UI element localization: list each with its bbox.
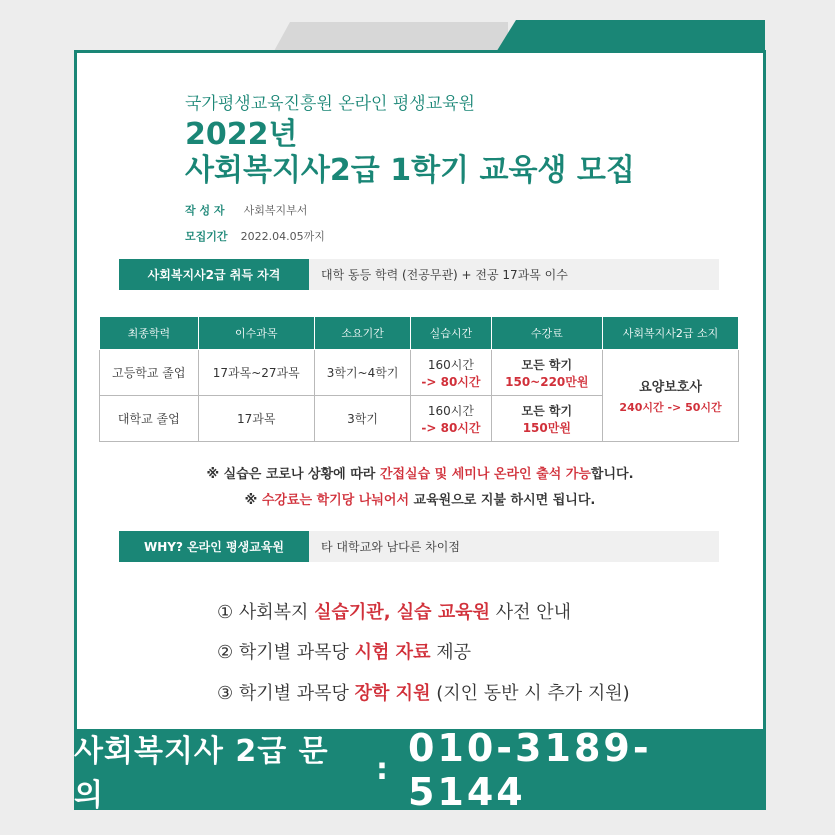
note-fee xyxy=(77,489,763,508)
why-item-highlight: 장학 지원 xyxy=(354,683,431,704)
contact-colon: : xyxy=(375,752,388,787)
cell-courses: 17과목~27과목 xyxy=(198,350,314,396)
why-item-text: ② 학기별 과목당 xyxy=(217,642,355,663)
why-item-text: (지인 동반 시 추가 지원) xyxy=(430,683,630,704)
practice-reduced: -> 80시간 xyxy=(421,374,481,389)
note-highlight: 간접실습 및 세미나 온라인 출석 가능 xyxy=(379,467,591,482)
qualification-value: 대학 동등 학력 (전공무관) + 전공 17과목 이수 xyxy=(309,259,719,290)
holder-title: 요양보호사 xyxy=(639,380,702,395)
why-item-text: ① 사회복지 xyxy=(217,602,315,623)
table-row xyxy=(100,350,739,396)
th-practice: 실습시간 xyxy=(411,317,491,350)
period-value: 2022.04.05까지 xyxy=(240,230,325,243)
institution-subtitle: 국가평생교육진흥원 온라인 평생교육원 xyxy=(185,94,475,114)
cell-duration: 3학기~4학기 xyxy=(314,350,410,396)
note-text: 합니다. xyxy=(590,467,634,482)
cell-fee xyxy=(491,350,603,396)
why-item xyxy=(217,638,471,664)
period-label: 모집기간 xyxy=(185,230,228,243)
why-item xyxy=(217,598,571,624)
th-courses: 이수과목 xyxy=(198,317,314,350)
practice-hours: 160시간 xyxy=(427,403,474,418)
contact-phone[interactable]: 010-3189-5144 xyxy=(407,725,652,814)
title-main: 사회복지사2급 1학기 교육생 모집 xyxy=(185,153,635,188)
note-text: 교육원으로 지불 하시면 됩니다. xyxy=(409,493,596,508)
why-item xyxy=(217,679,630,705)
th-duration: 소요기간 xyxy=(314,317,410,350)
fee-amount: 150만원 xyxy=(522,420,571,435)
cell-practice xyxy=(411,350,491,396)
author-value: 사회복지부서 xyxy=(243,204,308,217)
cell-education: 고등학교 졸업 xyxy=(100,350,199,396)
why-value: 타 대학교와 남다른 차이점 xyxy=(309,531,719,562)
why-item-text: ③ 학기별 과목당 xyxy=(217,683,355,704)
why-item-highlight: 실습기관, 실습 교육원 xyxy=(314,602,491,623)
meta-author xyxy=(185,199,307,218)
meta-period xyxy=(185,225,325,244)
cell-education: 대학교 졸업 xyxy=(100,396,199,442)
why-item-text: 사전 안내 xyxy=(490,602,572,623)
note-practice xyxy=(77,463,763,482)
holder-hours: 240시간 -> 50시간 xyxy=(619,401,722,414)
note-text: ※ xyxy=(244,493,262,508)
author-label: 작 성 자 xyxy=(185,204,225,217)
fee-scope: 모든 학기 xyxy=(521,357,573,372)
contact-label: 사회복지사 2급 문의 xyxy=(74,733,329,813)
note-highlight: 수강료는 학기당 나눠어서 xyxy=(261,493,410,508)
fee-amount: 150~220만원 xyxy=(505,374,589,389)
title-year: 2022년 xyxy=(185,117,298,152)
qualification-label: 사회복지사2급 취득 자격 xyxy=(119,259,309,290)
practice-hours: 160시간 xyxy=(427,357,474,372)
cell-fee xyxy=(491,396,603,442)
th-fee: 수강료 xyxy=(491,317,603,350)
cell-duration: 3학기 xyxy=(314,396,410,442)
why-label: WHY? 온라인 평생교육원 xyxy=(119,531,309,562)
contact-banner xyxy=(74,725,766,814)
th-education: 최종학력 xyxy=(100,317,199,350)
recruitment-card xyxy=(74,50,766,733)
th-holder: 사회복지사2급 소지 xyxy=(603,317,739,350)
note-text: ※ 실습은 코로나 상황에 따라 xyxy=(206,467,380,482)
page-title xyxy=(185,117,635,189)
why-item-highlight: 시험 자료 xyxy=(354,642,431,663)
course-table xyxy=(99,316,739,442)
why-item-text: 제공 xyxy=(430,642,471,663)
cell-holder xyxy=(603,350,739,442)
cell-practice xyxy=(411,396,491,442)
practice-reduced: -> 80시간 xyxy=(421,420,481,435)
fee-scope: 모든 학기 xyxy=(521,403,573,418)
cell-courses: 17과목 xyxy=(198,396,314,442)
table-header-row xyxy=(100,317,739,350)
